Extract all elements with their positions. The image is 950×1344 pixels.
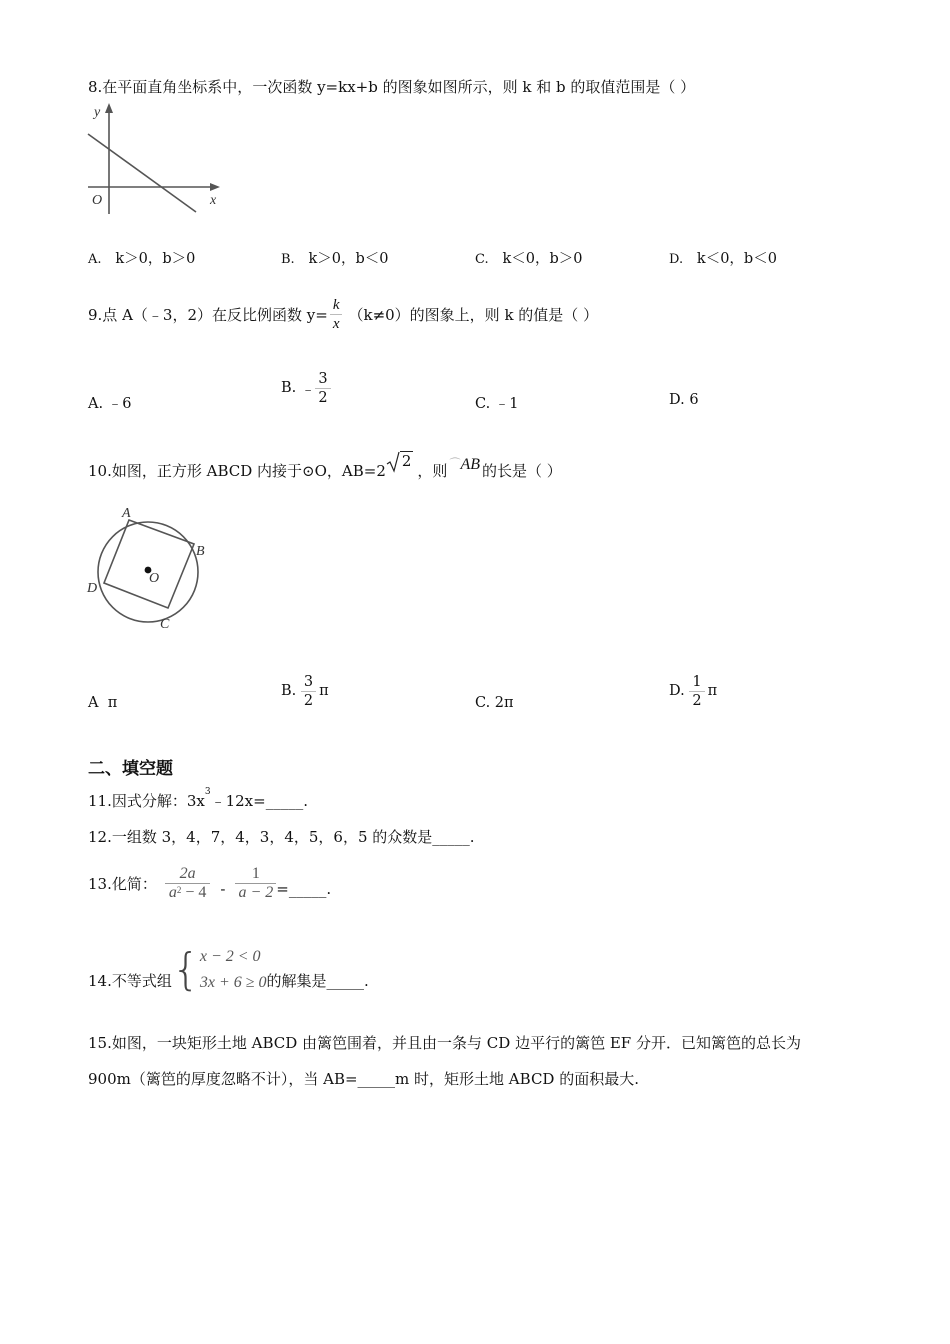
q10-option-d-den: 2 (689, 691, 704, 710)
q10-option-b-num: 3 (303, 673, 314, 690)
q13-post: =_____. (276, 880, 332, 898)
q9-option-a[interactable] (88, 392, 131, 413)
q8-y-label: y (94, 105, 101, 120)
q14-system (200, 944, 267, 996)
q13-f1-den: $a^2 - 4$ (165, 883, 211, 902)
q9-option-b-text: ﹣ (300, 381, 316, 398)
q8-option-c[interactable] (475, 247, 582, 268)
q9-option-b-num: 3 (318, 370, 328, 387)
q11-sup: 3 (204, 787, 211, 797)
section-title: 二、填空题 (88, 759, 173, 779)
q10-option-d-text: π (707, 683, 718, 699)
q9-frac-num: k (332, 296, 340, 313)
q8-text: 8.在平面直角坐标系中，一次函数 y=kx+b 的图象如图所示，则 k 和 b 的取值范围是（ ） (88, 78, 696, 96)
q9-option-d-text: 6 (689, 392, 699, 408)
q10-option-b[interactable] (281, 667, 329, 715)
q8-option-b-text: k＞0，b＜0 (308, 251, 389, 267)
q10-option-d-fraction (689, 673, 704, 710)
q12-text: 12.一组数 3，4，7，4，3，4，5，6，5 的众数是_____. (88, 828, 475, 846)
q10-option-d-letter: D. (669, 683, 685, 699)
q10-option-a-letter: A (88, 695, 99, 711)
q10-option-b-fraction (301, 673, 316, 710)
q11-post: ﹣12x=_____. (210, 792, 308, 810)
q10-option-b-text: π (319, 683, 329, 699)
q13-pre: 13.化简： (88, 874, 157, 893)
q9-option-b-fraction (315, 370, 330, 407)
q8-y-arrow (105, 103, 113, 113)
q9-option-b[interactable] (281, 364, 331, 412)
brace-icon: { (171, 944, 200, 995)
q15-line1: 15.如图，一块矩形土地 ABCD 由篱笆围着，并且由一条与 CD 边平行的篱笆 EF 分开．已知篱笆的总长为 (88, 1034, 801, 1052)
q9-option-d[interactable] (669, 392, 699, 408)
q9-option-c[interactable] (475, 392, 519, 413)
q10-option-b-letter: B. (281, 683, 297, 699)
q9-option-b-den: 2 (315, 388, 330, 407)
q10-mid: ，则 (417, 461, 448, 480)
q8-option-c-letter: C. (475, 252, 489, 267)
q15-line2: 900m（篱笆的厚度忽略不计），当 AB=_____m 时，矩形土地 ABCD 的面积最大. (88, 1070, 639, 1088)
q13-f2-num: 1 (251, 864, 260, 882)
q8-option-c-text: k＜0，b＞0 (502, 251, 583, 267)
q14-pre: 14.不等式组 (88, 971, 172, 990)
q10-option-c-text: 2π (494, 695, 514, 711)
q13-fraction-2 (235, 865, 276, 902)
arc-mark-icon: ⌒ (449, 456, 461, 470)
q14-post: 的解集是_____. (266, 971, 369, 990)
q10-option-c[interactable] (475, 695, 514, 711)
sqrt-radical-icon (386, 451, 400, 473)
q10-option-d-num: 1 (692, 673, 702, 690)
q8-x-arrow (210, 183, 220, 191)
q8-x-label: x (210, 193, 217, 208)
q13-f1-num: 2a (179, 864, 196, 882)
q9-option-a-text: ﹣6 (107, 396, 132, 412)
q9-post: （k≠0）的图象上，则 k 的值是（ ） (348, 305, 599, 324)
q13-text (88, 858, 331, 908)
q13-minus: - (220, 880, 226, 898)
q13-fraction-1 (165, 865, 211, 902)
q8-function-line (88, 134, 196, 212)
q10-option-c-letter: C. (475, 695, 491, 711)
q9-fraction (330, 296, 343, 333)
q14-text (88, 940, 369, 1000)
q10-label-a: A (122, 506, 131, 521)
q10-text (88, 450, 562, 490)
q10-option-b-den: 2 (301, 691, 316, 710)
q10-pre: 10.如图，正方形 ABCD 内接于⊙O，AB=2 (88, 461, 386, 480)
q10-option-a[interactable] (88, 695, 117, 711)
q10-label-c: C (160, 617, 170, 632)
q9-option-c-text: ﹣1 (494, 396, 519, 412)
q10-option-d[interactable] (669, 667, 717, 715)
q8-option-d-text: k＜0，b＜0 (696, 251, 777, 267)
q8-option-d-letter: D. (669, 252, 684, 267)
q8-option-b-letter: B. (281, 252, 295, 267)
q8-origin-label: O (92, 193, 103, 208)
q10-label-o: O (149, 571, 160, 586)
q8-option-d[interactable] (669, 247, 777, 268)
q11-text (88, 787, 308, 811)
q8-option-a-text: k＞0，b＞0 (115, 251, 196, 267)
q8-option-a[interactable] (88, 247, 195, 268)
q9-text (88, 284, 598, 344)
q8-option-a-letter: A. (88, 252, 102, 267)
q11-pre: 11.因式分解：3x (88, 792, 205, 810)
q10-label-b: B (196, 544, 205, 559)
q10-option-a-text: π (107, 695, 118, 711)
q9-option-a-letter: A. (88, 396, 104, 412)
sqrt-symbol (386, 451, 414, 473)
sqrt-value: 2 (401, 452, 412, 470)
q9-pre: 9.点 A（﹣3，2）在反比例函数 y= (88, 305, 328, 324)
q9-option-d-letter: D. (669, 392, 685, 408)
q8-line-graph (82, 100, 232, 220)
q9-option-c-letter: C. (475, 396, 491, 412)
q14-line2: 3x + 6 ≥ 0 (199, 974, 267, 991)
q8-option-b[interactable] (281, 247, 389, 268)
q9-frac-den: x (330, 314, 343, 333)
q10-circle-figure (84, 500, 214, 640)
q14-line1: x − 2 < 0 (199, 948, 261, 965)
q13-f2-den: a − 2 (235, 883, 276, 902)
q10-label-d: D (87, 581, 98, 596)
q10-post: 的长是（ ） (481, 461, 562, 480)
q9-option-b-letter: B. (281, 380, 297, 396)
q10-arc-label: ⌒AB (449, 455, 480, 473)
